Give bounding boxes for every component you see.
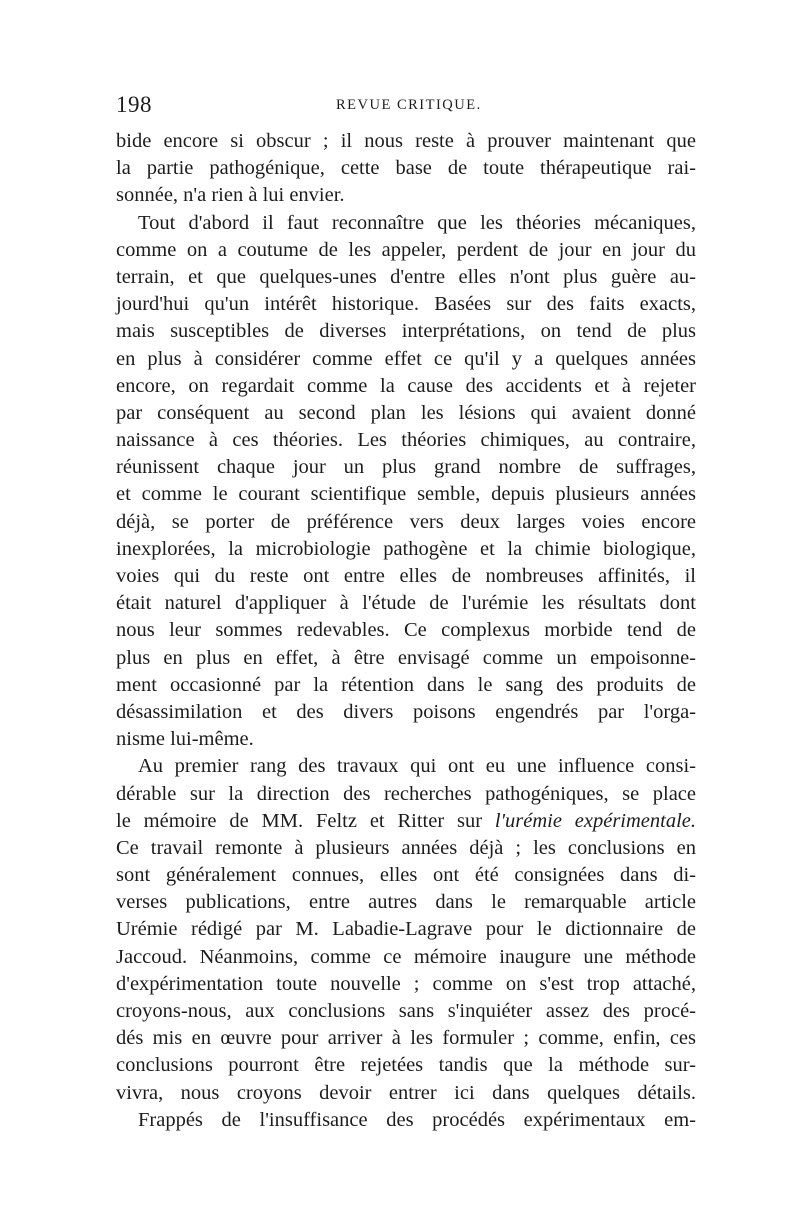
- text-line: naissance à ces théories. Les théories chimiques, au contraire,: [116, 429, 696, 452]
- body-text: [116, 128, 696, 1134]
- text-line: déjà, se porter de préférence vers deux larges voies encore: [116, 510, 696, 533]
- text-line: comme on a coutume de les appeler, perdent de jour en jour du: [116, 238, 696, 261]
- text-line: mais susceptibles de diverses interprétations, on tend de plus: [116, 320, 696, 343]
- text-line: et comme le courant scientifique semble, depuis plusieurs années: [116, 483, 696, 506]
- text-line: verses publications, entre autres dans le remarquable article: [116, 891, 696, 914]
- text-line: réunissent chaque jour un plus grand nombre de suffrages,: [116, 456, 696, 479]
- text-line: nisme lui-même.: [116, 728, 254, 751]
- text-line: Ce travail remonte à plusieurs années déjà ; les conclusions en: [116, 836, 696, 859]
- text-line: Urémie rédigé par M. Labadie-Lagrave pour le dictionnaire de: [116, 918, 696, 941]
- text-line: la partie pathogénique, cette base de toute thérapeutique rai-: [116, 157, 696, 180]
- text-line-with-italic: [116, 808, 696, 835]
- text-line: sonnée, n'a rien à lui envier.: [116, 184, 345, 207]
- text-line: dés mis en œuvre pour arriver à les formuler ; comme, enfin, ces: [116, 1027, 696, 1050]
- text-line: jourd'hui qu'un intérêt historique. Basées sur des faits exacts,: [116, 293, 696, 316]
- text-line: inexplorées, la microbiologie pathogène et la chimie biologique,: [116, 537, 696, 560]
- text-segment: le mémoire de MM. Feltz et Ritter sur: [116, 809, 483, 832]
- page-number: 198: [116, 92, 152, 117]
- text-line: plus en plus en effet, à être envisagé comme un empoisonne-: [116, 646, 696, 669]
- text-line: ment occasionné par la rétention dans le sang des produits de: [116, 673, 696, 696]
- text-line: nous leur sommes redevables. Ce complexus morbide tend de: [116, 619, 696, 642]
- text-line: vivra, nous croyons devoir entrer ici dans quelques détails.: [116, 1081, 696, 1104]
- text-line: terrain, et que quelques-unes d'entre elles n'ont plus guère au-: [116, 265, 696, 288]
- text-line: encore, on regardait comme la cause des accidents et à rejeter: [116, 374, 696, 397]
- text-line: Jaccoud. Néanmoins, comme ce mémoire inaugure une méthode: [116, 945, 696, 968]
- text-line: désassimilation et des divers poisons engendrés par l'orga-: [116, 700, 696, 723]
- text-line: bide encore si obscur ; il nous reste à prouver maintenant que: [116, 130, 696, 152]
- text-line: croyons-nous, aux conclusions sans s'inquiéter assez des procé-: [116, 1000, 696, 1022]
- page-header: [116, 92, 696, 126]
- italic-phrase: l'urémie expérimentale.: [494, 809, 697, 832]
- text-line: en plus à considérer comme effet ce qu'il y a quelques années: [116, 347, 696, 370]
- text-line: dérable sur la direction des recherches pathogéniques, se place: [116, 782, 696, 805]
- text-line: Frappés de l'insuffisance des procédés expérimentaux em-: [138, 1108, 696, 1131]
- text-line: voies qui du reste ont entre elles de nombreuses affinités, il: [116, 565, 696, 587]
- text-line: d'expérimentation toute nouvelle ; comme on s'est trop attaché,: [116, 972, 696, 995]
- text-line: sont généralement connues, elles ont été consignées dans di-: [116, 864, 696, 887]
- running-title: REVUE CRITIQUE.: [336, 97, 482, 113]
- text-line: était naturel d'appliquer à l'étude de l'urémie les résultats dont: [116, 592, 696, 615]
- text-line: conclusions pourront être rejetées tandis que la méthode sur-: [116, 1054, 696, 1077]
- text-line: Tout d'abord il faut reconnaître que les théories mécaniques,: [138, 211, 696, 234]
- text-line: Au premier rang des travaux qui ont eu une influence consi-: [138, 755, 696, 778]
- text-line: par conséquent au second plan les lésions qui avaient donné: [116, 401, 696, 424]
